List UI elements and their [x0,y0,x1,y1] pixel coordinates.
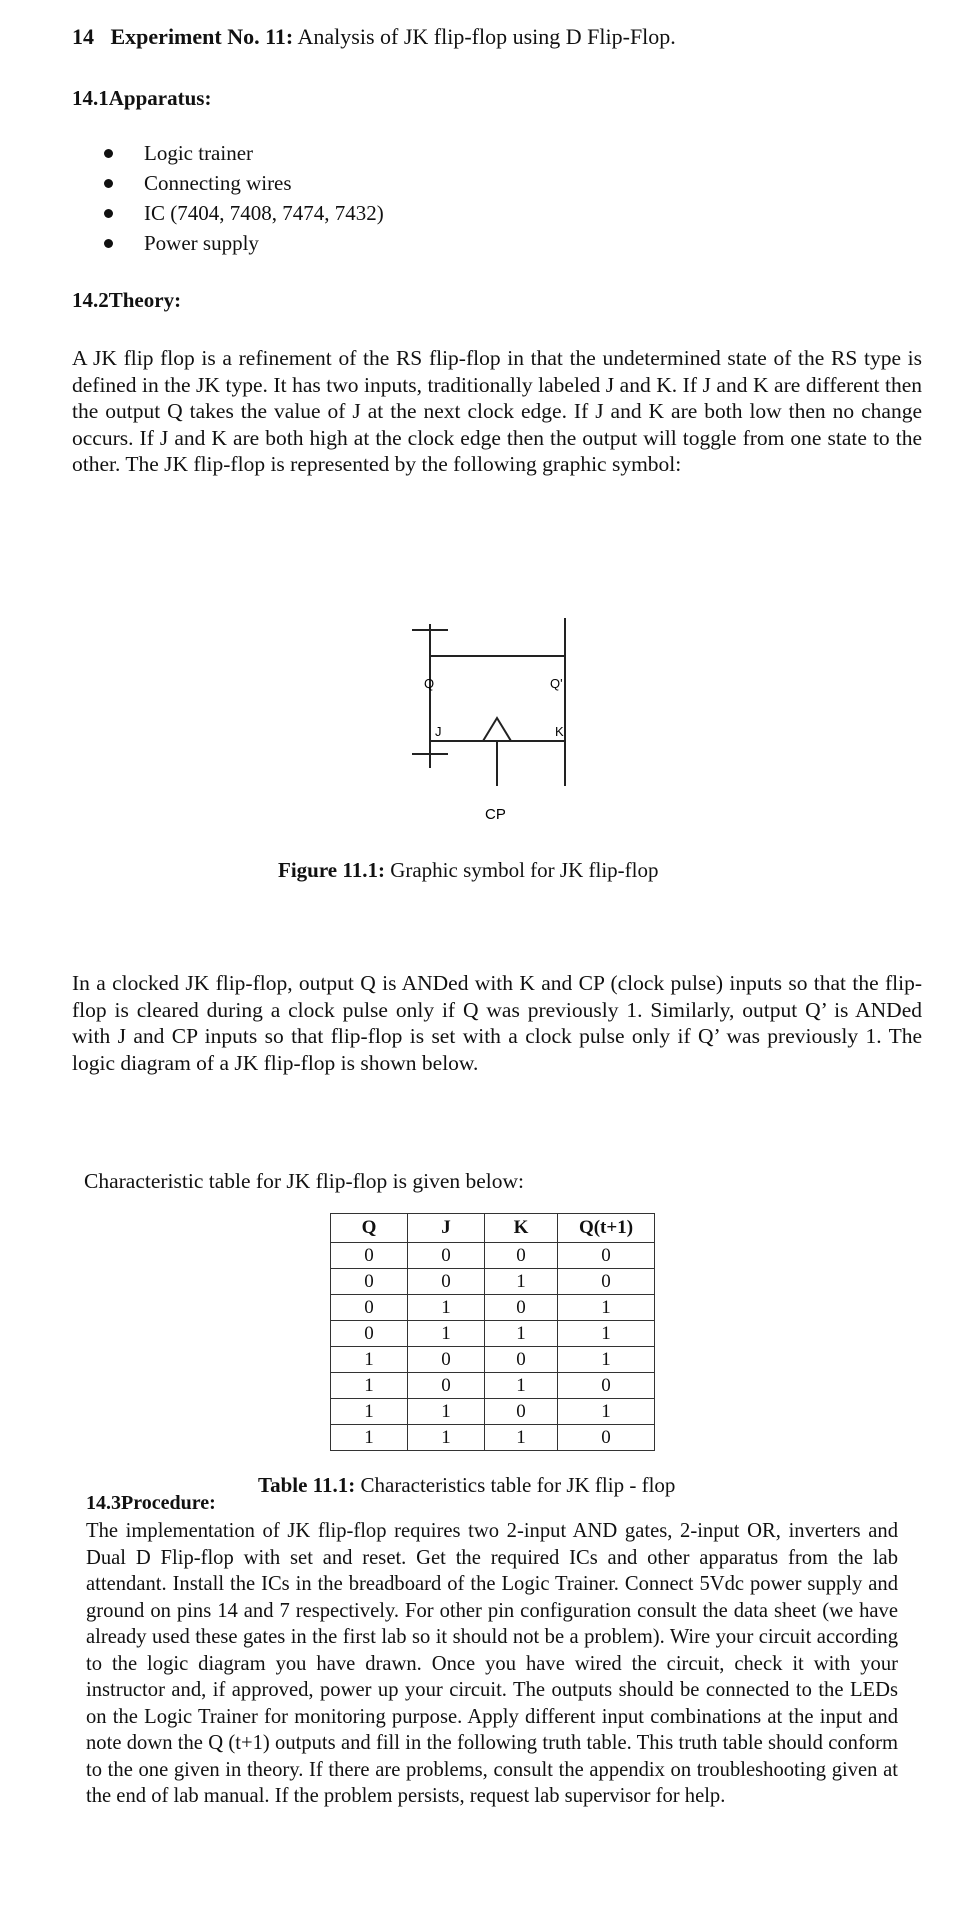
table-cell: 0 [485,1399,558,1425]
table-cell: 1 [408,1295,485,1321]
clock-triangle [483,718,511,741]
figure-caption-text: Graphic symbol for JK flip-flop [390,858,659,882]
table-cell: 0 [408,1269,485,1295]
table-header-row [331,1214,655,1243]
table-caption-label: Table 11.1: [258,1473,356,1497]
table-cell: 1 [331,1347,408,1373]
table-cell: 0 [558,1425,655,1451]
table-intro: Characteristic table for JK flip-flop is given below: [84,1169,525,1193]
table-cell: 0 [331,1243,408,1269]
table-cell: 1 [485,1425,558,1451]
table-cell: 0 [485,1295,558,1321]
experiment-label: Experiment No. 11: [110,24,294,49]
theory-heading: 14.2Theory: [72,288,182,312]
theory-paragraph-1: A JK flip flop is a refinement of the RS flip-flop in that the undetermined state of the RS type is defined in the JK type. It has two inputs, traditionally labeled J and K. If J and K are different then the output Q takes the value of J at the next clock edge. If J and K are both low then no change occurs. If J and K are both high at the clock edge then the output will toggle from one state to the other. The JK flip-flop is represented by the following graphic symbol: [72,346,922,476]
list-item: IC (7404, 7408, 7474, 7432) [100,198,384,228]
table-cell: 0 [558,1373,655,1399]
table-cell: 1 [558,1347,655,1373]
table-cell: 1 [558,1295,655,1321]
j-label: J [435,724,442,739]
figure-caption-label: Figure 11.1: [278,858,385,882]
flip-flop-box [430,656,565,741]
table-cell: 0 [331,1321,408,1347]
table-cell: 0 [558,1243,655,1269]
table-cell: 1 [331,1425,408,1451]
table-cell: 0 [408,1243,485,1269]
table-cell: 0 [408,1347,485,1373]
table-cell: 1 [485,1269,558,1295]
column-header: Q(t+1) [558,1214,655,1243]
column-header: K [485,1214,558,1243]
procedure-paragraph: The implementation of JK flip-flop requires two 2-input AND gates, 2-input OR, inverters and Dual D Flip-flop with set and reset. Get the required ICs and other apparatus from the lab attendant. Install the ICs in the breadboard of the Logic Trainer. Connect 5Vdc power supply and ground on pins 14 and 7 respectively. For other pin configuration consult the data sheet (we have already used these gates in the first lab so it should not be a problem). Wire your circuit according to the logic diagram you have drawn. Once you have wired the circuit, check it with your instructor and, if approved, power up your circuit. The outputs should be connected to the LEDs on the Logic Trainer for monitoring purpose. Apply different input combinations at the input and note down the Q (t+1) outputs and fill in the following truth table. This truth table should conform to the one given in theory. If there are problems, consult the appendix on troubleshooting given at the end of lab manual. If the problem persists, request lab supervisor for help. [86,1520,898,1807]
q-label: Q [424,676,435,691]
table-cell: 1 [558,1321,655,1347]
theory-paragraph-2: In a clocked JK flip-flop, output Q is ANDed with K and CP (clock pulse) inputs so that the flip-flop is cleared during a clock pulse only if Q was previously 1. Similarly, output Q’ is ANDed with J and CP inputs so that flip-flop is set with a clock pulse only if Q’ was previously 1. The logic diagram of a JK flip-flop is shown below. [72,971,922,1075]
list-item: Power supply [100,228,384,258]
table-caption [258,1473,675,1498]
table-cell: 0 [485,1347,558,1373]
list-item: Logic trainer [100,138,384,168]
k-label: K [555,724,564,739]
table-cell: 0 [331,1269,408,1295]
table-cell: 1 [408,1425,485,1451]
table-cell: 1 [485,1321,558,1347]
table-row [331,1269,655,1295]
table-row [331,1399,655,1425]
table-cell: 1 [558,1399,655,1425]
apparatus-heading: 14.1Apparatus: [72,86,212,110]
table-caption-text: Characteristics table for JK flip - flop [360,1473,676,1497]
table-cell: 1 [408,1321,485,1347]
table-cell: 0 [408,1373,485,1399]
column-header: J [408,1214,485,1243]
apparatus-list [100,138,384,258]
figure-caption [278,858,659,883]
table-row [331,1321,655,1347]
experiment-title: Analysis of JK flip-flop using D Flip-Flop. [297,24,676,49]
table-cell: 0 [485,1243,558,1269]
table-row [331,1347,655,1373]
table-cell: 0 [558,1269,655,1295]
q-bar-label: Q' [550,676,563,691]
procedure-heading: 14.3Procedure: [86,1492,216,1514]
table-row [331,1373,655,1399]
page-title [72,24,676,50]
table-row [331,1243,655,1269]
column-header: Q [331,1214,408,1243]
table-row [331,1425,655,1451]
table-row [331,1295,655,1321]
table-cell: 1 [331,1373,408,1399]
cp-label: CP [485,806,506,823]
table-cell: 1 [485,1373,558,1399]
characteristic-table [330,1213,655,1451]
section-number: 14 [72,24,94,49]
table-cell: 1 [408,1399,485,1425]
table-cell: 0 [331,1295,408,1321]
list-item: Connecting wires [100,168,384,198]
jk-flip-flop-symbol [405,606,595,836]
table-cell: 1 [331,1399,408,1425]
